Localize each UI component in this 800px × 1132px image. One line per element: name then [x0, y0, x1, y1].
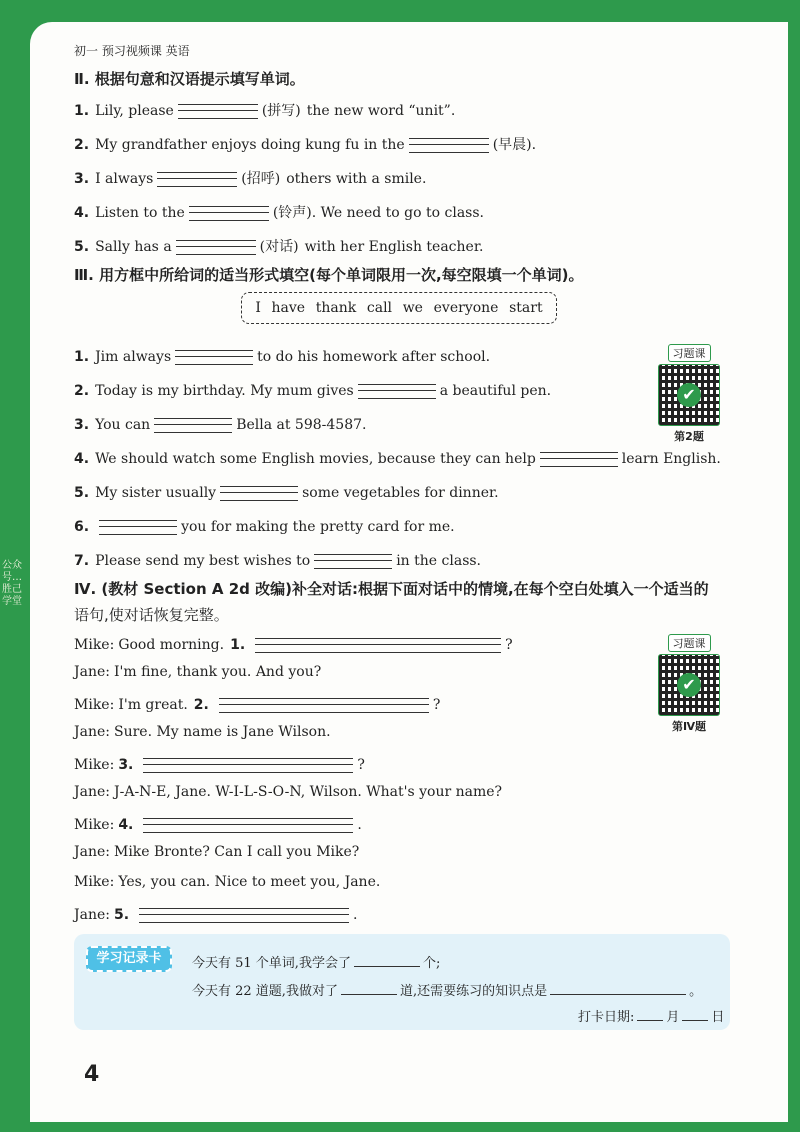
page-number: 4	[84, 1062, 100, 1087]
answer-blank[interactable]	[139, 908, 349, 923]
knowledge-points-field[interactable]	[550, 982, 686, 995]
s2-item-3: 3. I always (招呼) others with a smile.	[74, 171, 427, 187]
s2-item-1: 1. Lily, please (拼写) the new word “unit”.	[74, 103, 456, 119]
dialog-line: Mike: Yes, you can. Nice to meet you, Jane.	[74, 874, 381, 890]
workbook-page	[30, 22, 788, 1122]
answer-blank[interactable]	[189, 206, 269, 221]
s3-item-7: 7. Please send my best wishes to in the class.	[74, 553, 482, 569]
s2-item-4: 4. Listen to the (铃声) . We need to go to class.	[74, 205, 484, 221]
s3-item-6: 6. you for making the pretty card for me.	[74, 519, 455, 535]
section-4-title-line-2: 语句,使对话恢复完整。	[74, 606, 229, 624]
dialog-line: Mike: 4. .	[74, 817, 362, 833]
s3-item-2: 2. Today is my birthday. My mum gives a beautiful pen.	[74, 383, 552, 399]
qr-code-question-2[interactable]: 习题课 ✔ 第2题	[658, 342, 720, 444]
answer-blank[interactable]	[154, 418, 232, 433]
dialog-line: Jane: J-A-N-E, Jane. W-I-L-S-O-N, Wilson. What's your name?	[74, 784, 503, 800]
study-record-badge: 学习记录卡	[86, 946, 172, 972]
dialog-line: Jane: Sure. My name is Jane Wilson.	[74, 724, 331, 740]
s3-item-4: 4. We should watch some English movies, because they can help learn English.	[74, 451, 721, 467]
dialog-line: Jane: 5. .	[74, 907, 358, 923]
dialog-line: Mike: 3. ?	[74, 757, 365, 773]
answer-blank[interactable]	[176, 240, 256, 255]
dialog-line: Mike: I'm great. 2. ?	[74, 697, 441, 713]
word-bank-word: I	[255, 300, 261, 316]
qr-code-image	[658, 654, 720, 716]
check-in-date: 打卡日期: 月 日	[578, 1010, 725, 1025]
check-icon: ✔	[677, 383, 701, 407]
answer-blank[interactable]	[409, 138, 489, 153]
answer-blank[interactable]	[99, 520, 177, 535]
word-bank-word: we	[402, 300, 423, 316]
word-bank-word: call	[366, 300, 393, 316]
dialog-line: Jane: I'm fine, thank you. And you?	[74, 664, 322, 680]
side-watermark-text: 公众号…胜己学堂	[2, 560, 22, 607]
answer-blank[interactable]	[157, 172, 237, 187]
answer-blank[interactable]	[540, 452, 618, 467]
word-bank-word: have	[271, 300, 306, 316]
words-learned-field[interactable]	[354, 954, 420, 967]
section-4-title-line-1: Ⅳ. (教材 Section A 2d 改编)补全对话:根据下面对话中的情境,在每个空白处填入一个适当的	[74, 580, 709, 598]
word-bank-box	[241, 292, 557, 324]
study-record-card	[74, 934, 730, 1030]
word-bank-word: thank	[315, 300, 357, 316]
qr-code-image	[658, 364, 720, 426]
record-line-2: 今天有 22 道题,我做对了 道,还需要练习的知识点是 。	[192, 984, 703, 999]
word-bank-word: everyone	[433, 300, 499, 316]
page-header: 初一 预习视频课 英语	[74, 44, 190, 58]
qr-code-question-4[interactable]: 习题课 ✔ 第Ⅳ题	[658, 632, 720, 734]
answer-blank[interactable]	[219, 698, 429, 713]
answer-blank[interactable]	[255, 638, 501, 653]
answer-blank[interactable]	[314, 554, 392, 569]
correct-count-field[interactable]	[341, 982, 397, 995]
s3-item-5: 5. My sister usually some vegetables for dinner.	[74, 485, 499, 501]
section-2-title: Ⅱ. 根据句意和汉语提示填写单词。	[74, 70, 305, 88]
month-field[interactable]	[637, 1008, 663, 1021]
answer-blank[interactable]	[358, 384, 436, 399]
s2-item-2: 2. My grandfather enjoys doing kung fu in the (早晨) .	[74, 137, 537, 153]
answer-blank[interactable]	[143, 818, 353, 833]
record-line-1: 今天有 51 个单词,我学会了 个;	[192, 956, 441, 971]
s2-item-5: 5. Sally has a (对话) with her English teacher.	[74, 239, 484, 255]
word-bank-word: start	[509, 300, 543, 316]
check-icon: ✔	[677, 673, 701, 697]
section-3-title: Ⅲ. 用方框中所给词的适当形式填空(每个单词限用一次,每空限填一个单词)。	[74, 266, 584, 284]
s3-item-1: 1. Jim always to do his homework after school.	[74, 349, 491, 365]
answer-blank[interactable]	[220, 486, 298, 501]
dialog-line: Jane: Mike Bronte? Can I call you Mike?	[74, 844, 360, 860]
answer-blank[interactable]	[143, 758, 353, 773]
dialog-line: Mike: Good morning. 1. ?	[74, 637, 513, 653]
answer-blank[interactable]	[178, 104, 258, 119]
answer-blank[interactable]	[175, 350, 253, 365]
s3-item-3: 3. You can Bella at 598-4587.	[74, 417, 367, 433]
day-field[interactable]	[682, 1008, 708, 1021]
